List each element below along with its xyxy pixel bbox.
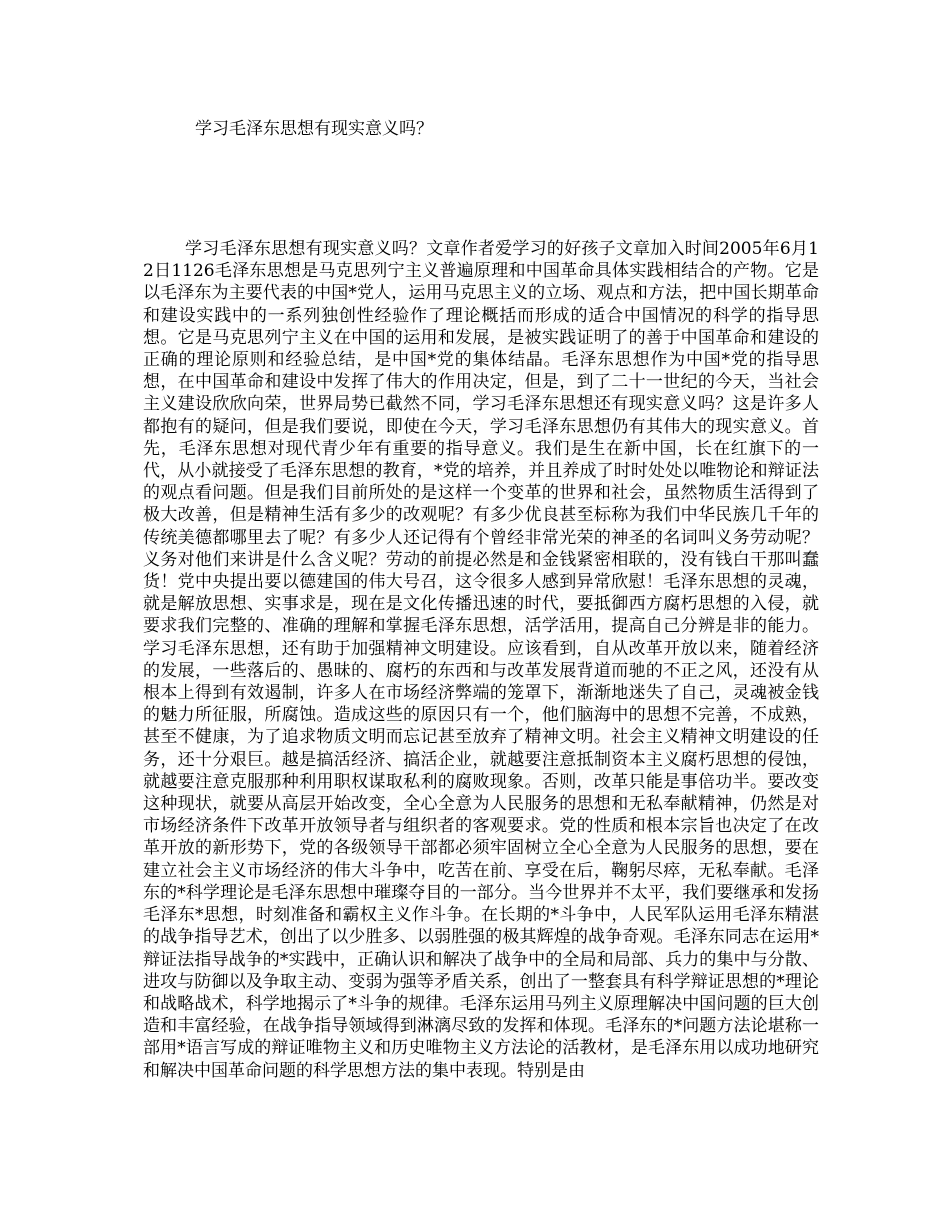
document-body-paragraph: 学习毛泽东思想有现实意义吗？文章作者爱学习的好孩子文章加入时间2005年6月12日1126毛泽东思想是马克思列宁主义普遍原理和中国革命具体实践相结合的产物。它是以毛泽东为主要代表的中国*党人，运用马克思主义的立场、观点和方法，把中国长期革命和建设实践中的一系列独创性经验作了理论概括而形成的适合中国情况的科学的指导思想。它是马克思列宁主义在中国的运用和发展，是被实践证明了的善于中国革命和建设的正确的理论原则和经验总结，是中国*党的集体结晶。毛泽东思想作为中国*党的指导思想，在中国革命和建设中发挥了伟大的作用决定，但是，到了二十一世纪的今天，当社会主义建设欣欣向荣，世界局势已截然不同，学习毛泽东思想还有现实意义吗？这是许多人都抱有的疑问，但是我们要说，即使在今天，学习毛泽东思想仍有其伟大的现实意义。首先，毛泽东思想对现代青少年有重要的指导意义。我们是生在新中国，长在红旗下的一代，从小就接受了毛泽东思想的教育，*党的培养，并且养成了时时处处以唯物论和辩证法的观点看问题。但是我们目前所处的是这样一个变革的世界和社会，虽然物质生活得到了极大改善，但是精神生活有多少的改观呢？有多少优良甚至标称为我们中华民族几千年的传统美德都哪里去了呢？有多少人还记得有个曾经非常光荣的神圣的名词叫义务劳动呢？义务对他们来讲是什么含义呢？劳动的前提必然是和金钱紧密相联的，没有钱白干那叫蠢货！党中央提出要以德建国的伟大号召，这令很多人感到异常欣慰！毛泽东思想的灵魂，就是解放思想、实事求是，现在是文化传播迅速的时代，要抵御西方腐朽思想的入侵，就要求我们完整的、准确的理解和掌握毛泽东思想，活学活用，提高自己分辨是非的能力。学习毛泽东思想，还有助于加强精神文明建设。应该看到，自从改革开放以来，随着经济的发展，一些落后的、愚昧的、腐朽的东西和与改革发展背道而驰的不正之风，还没有从根本上得到有效遏制，许多人在市场经济弊端的笼罩下，渐渐地迷失了自己，灵魂被金钱的魅力所征服，所腐蚀。造成这些的原因只有一个，他们脑海中的思想不完善，不成熟，甚至不健康，为了追求物质文明而忘记甚至放弃了精神文明。社会主义精神文明建设的任务，还十分艰巨。越是搞活经济、搞活企业，就越要注意抵制资本主义腐朽思想的侵蚀，就越要注意克服那种利用职权谋取私利的腐败现象。否则，改革只能是事倍功半。要改变这种现状，就要从高层开始改变，全心全意为人民服务的思想和无私奉献精神，仍然是对市场经济条件下改革开放领导者与组织者的客观要求。党的性质和根本宗旨也决定了在改革开放的新形势下，党的各级领导干部都必须牢固树立全心全意为人民服务的思想，要在建立社会主义市场经济的伟大斗争中，吃苦在前、享受在后，鞠躬尽瘁，无私奉献。毛泽东的*科学理论是毛泽东思想中璀璨夺目的一部分。当今世界并不太平，我们要继承和发扬毛泽东*思想，时刻准备和霸权主义作斗争。在长期的*斗争中，人民军队运用毛泽东精湛的战争指导艺术，创出了以少胜多、以弱胜强的极其辉煌的战争奇观。毛泽东同志在运用*辩证法指导战争的*实践中，正确认识和解决了战争中的全局和局部、兵力的集中与分散、进攻与防御以及争取主动、变弱为强等矛盾关系，创出了一整套具有科学辩证思想的*理论和战略战术，科学地揭示了*斗争的规律。毛泽东运用马列主义原理解决中国问题的巨大创造和丰富经验，在战争指导领域得到淋漓尽致的发挥和体现。毛泽东的*问题方法论堪称一部用*语言写成的辩证唯物主义和历史唯物主义方法论的活教材，是毛泽东用以成功地研究和解决中国革命问题的科学思想方法的集中表现。特别是由 (143, 239, 819, 1081)
document-title: 学习毛泽东思想有现实意义吗？ (195, 119, 433, 139)
